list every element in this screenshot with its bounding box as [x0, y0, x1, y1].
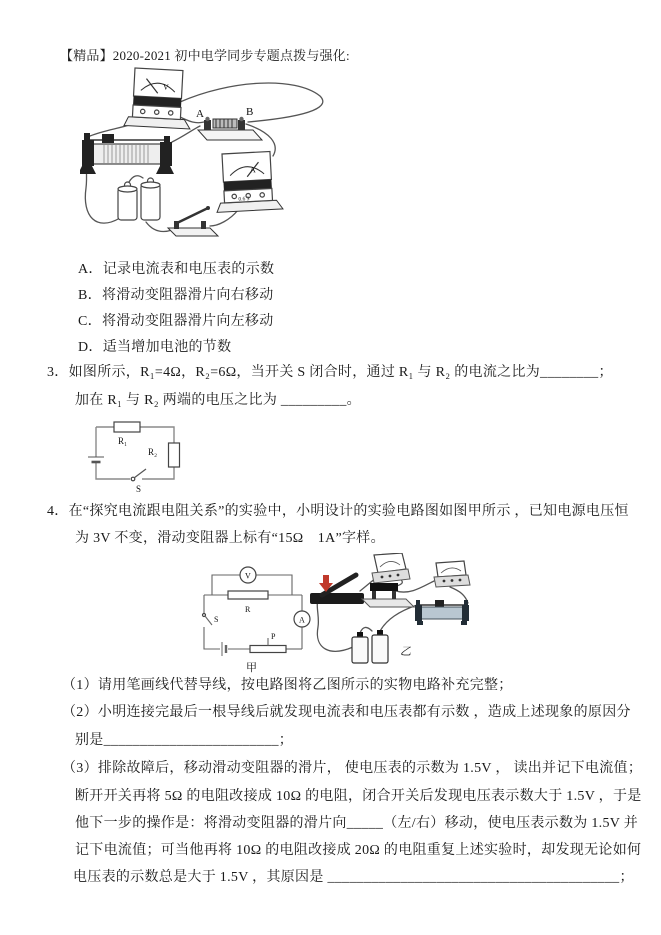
- question4-line2: 为 3V 不变，滑动变阻器上标有“15Ω 1A”字样。: [75, 531, 385, 546]
- question4-line1: 4．在“探究电流跟电阻关系”的实验中，小明设计的实验电路图如图甲所示 ，已知电源电压恒: [47, 504, 629, 519]
- circuit-wires: [96, 427, 174, 479]
- real-meter-2: [434, 561, 470, 587]
- real-switch: [310, 575, 364, 604]
- switch-label: S: [136, 484, 142, 494]
- label-yi: 乙: [400, 646, 411, 658]
- real-batteries: [352, 630, 388, 663]
- option-c: C．将滑动变阻器滑片向左移动: [78, 314, 274, 329]
- q4-sub1: （1）请用笔画线代替导线，按电路图将乙图所示的实物电路补充完整；: [62, 678, 513, 693]
- resistor-board: [196, 106, 262, 140]
- option-b: B．将滑动变阻器滑片向右移动: [78, 288, 274, 303]
- schematic-jia: [203, 567, 311, 673]
- figure-q4-circuits: [192, 553, 482, 673]
- q4-sub3-line2: 断开开关再将 5Ω 的电阻改接成 10Ω 的电阻，闭合开关后发现电压表示数大于 1.5V ，于是: [75, 789, 642, 804]
- real-meter-1: [372, 553, 410, 583]
- voltmeter-label: V: [162, 82, 170, 92]
- switch-s: [131, 469, 146, 494]
- terminal-a-label: A: [196, 108, 204, 120]
- q4-sub2-line2: 别是________________________；: [75, 733, 294, 748]
- voltmeter: [124, 68, 193, 129]
- option-a: A．记录电流表和电压表的示数: [78, 262, 275, 277]
- real-rheostat: [415, 600, 469, 625]
- apparatus-yi: [310, 553, 470, 663]
- resistor-r1: [114, 422, 140, 446]
- r1-label: R₁: [118, 436, 128, 446]
- r2-label: R₂: [148, 447, 158, 457]
- schematic-ammeter-label: A: [299, 615, 305, 625]
- schematic-wires: [204, 575, 302, 649]
- ammeter-panel-text: 0.6 3: [238, 196, 250, 203]
- question3-line2: 加在 R₁ 与 R₂ 两端的电压之比为 _________。: [75, 393, 361, 408]
- schematic-slider-label: P: [271, 632, 276, 641]
- rheostat: [80, 133, 174, 174]
- option-d: D．适当增加电池的节数: [78, 340, 232, 355]
- question3-line1: 3．如图所示，R₁=4Ω，R₂=6Ω，当开关 S 闭合时，通过 R₁ 与 R₂ 的电流之比为________；: [47, 365, 613, 380]
- q4-sub2-line1: （2）小明连接完最后一根导线后就发现电流表和电压表都有示数 ，造成上述现象的原因分: [62, 705, 631, 720]
- schematic-switch-label: S: [214, 615, 219, 624]
- battery-symbol: [88, 457, 104, 462]
- page-title: 【精品】2020-2021 初中电学同步专题点拨与强化:: [60, 48, 350, 63]
- ammeter-label: A: [249, 165, 256, 175]
- terminal-b-label: B: [246, 106, 254, 118]
- ammeter: [214, 151, 283, 212]
- real-resistor: [362, 583, 414, 607]
- resistor-r2: [148, 443, 180, 467]
- figure-experiment-setup: [80, 66, 380, 246]
- label-jia: 甲: [246, 662, 257, 673]
- q4-sub3-line3: 他下一步的操作是：将滑动变阻器的滑片向_____（左/右）移动，使电压表示数为 1.5V 并: [75, 816, 639, 831]
- q4-sub3-line4: 记下电流值；可当他再将 10Ω 的电阻改接成 20Ω 的电阻重复上述实验时，却发现无论如何: [75, 843, 642, 858]
- knife-switch: [168, 206, 218, 236]
- schematic-resistor-label: R: [245, 605, 251, 614]
- schematic-voltmeter-label: V: [245, 571, 251, 581]
- circuit-diagram-q3: [84, 413, 184, 495]
- q4-sub3-line5: 电压表的示数总是大于 1.5V ，其原因是 ________________________________________；: [73, 870, 634, 885]
- q4-sub3-line1: （3）排除故障后，移动滑动变阻器的滑片， 使电压表的示数为 1.5V ， 读出并记下电流值；: [62, 761, 643, 776]
- battery-cells: [118, 178, 160, 220]
